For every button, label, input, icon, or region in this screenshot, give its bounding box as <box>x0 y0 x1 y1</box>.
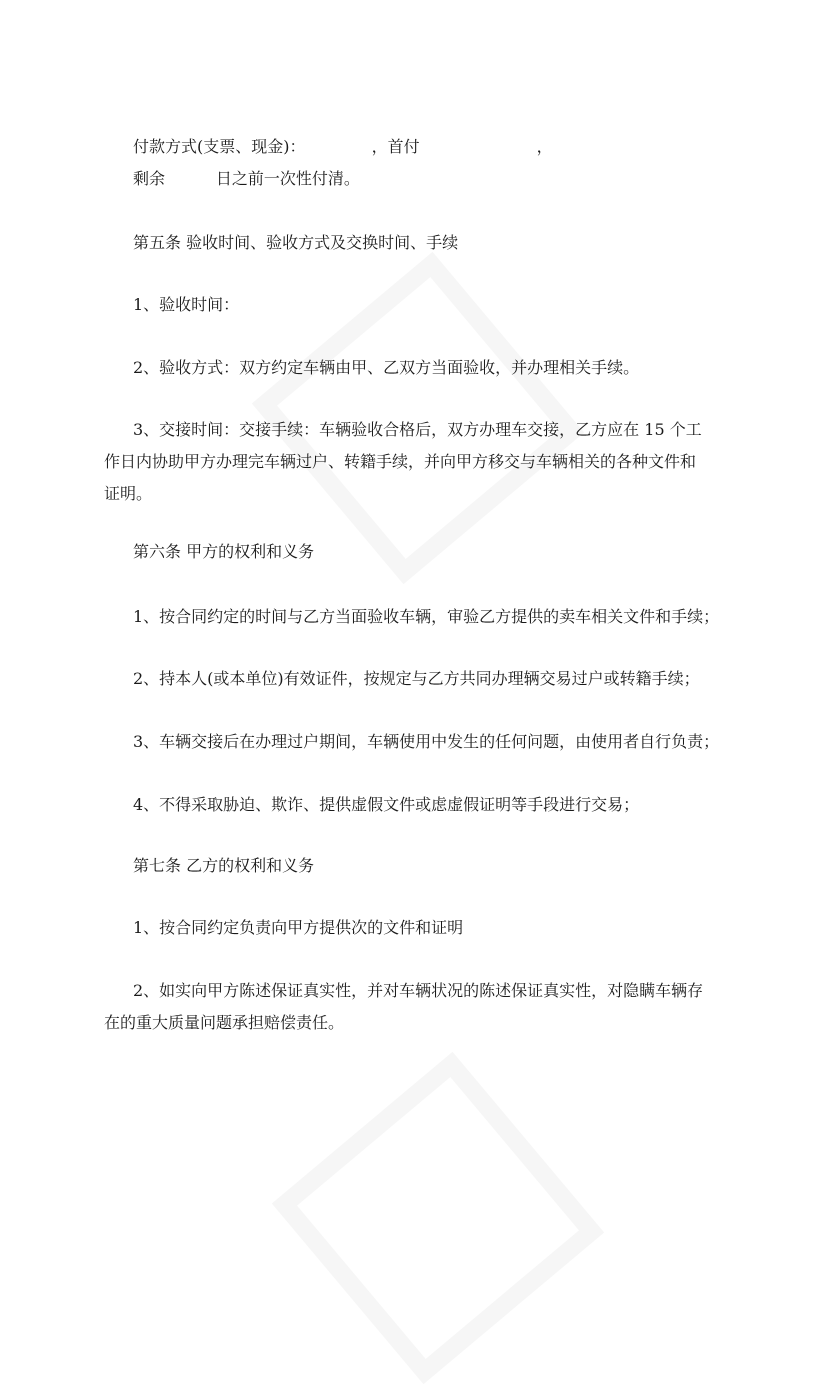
article-7-heading <box>104 850 744 882</box>
text-line: 2、如实向甲方陈述保证真实性，并对车辆状况的陈述保证真实性，对隐瞒车辆存 <box>133 981 704 1000</box>
text-line: 1、按合同约定的时间与乙方当面验收车辆，审验乙方提供的卖车相关文件和手续； <box>133 607 720 626</box>
article-5-item-1 <box>104 289 744 321</box>
text-line: 剩余 日之前一次性付清。 <box>133 169 360 188</box>
text-line: 4、不得采取胁迫、欺诈、提供虚假文件或虑虚假证明等手段进行交易； <box>133 795 640 814</box>
text-line: 作日内协助甲方办理完车辆过户、转籍手续，并向甲方移交与车辆相关的各种文件和 <box>104 452 697 471</box>
article-6-item-1 <box>104 601 744 633</box>
article-6-heading <box>104 536 744 568</box>
text-line: 1、验收时间： <box>133 295 240 314</box>
text-line: 2、持本人(或本单位)有效证件，按规定与乙方共同办理辆交易过户或转籍手续； <box>133 669 700 688</box>
payment-method-paragraph <box>104 131 744 195</box>
text-line: 第五条 验收时间、验收方式及交换时间、手续 <box>133 233 459 252</box>
text-line: 第七条 乙方的权利和义务 <box>133 856 315 875</box>
text-line: 3、交接时间：交接手续：车辆验收合格后，双方办理车交接，乙方应在 15 个工 <box>133 420 702 439</box>
text-line: 在的重大质量问题承担赔偿责任。 <box>104 1013 345 1032</box>
article-6-item-4 <box>104 789 744 821</box>
article-7-item-1 <box>104 912 744 944</box>
article-5-item-3 <box>104 414 744 510</box>
text-line: 第六条 甲方的权利和义务 <box>133 542 315 561</box>
text-line: 证明。 <box>104 484 153 503</box>
article-5-item-2 <box>104 352 744 384</box>
article-6-item-2 <box>104 663 744 695</box>
article-5-heading <box>104 227 744 259</box>
text-line: 付款方式(支票、现金)： ，首付 ， <box>133 137 553 156</box>
text-line: 1、按合同约定负责向甲方提供次的文件和证明 <box>133 918 464 937</box>
article-6-item-3 <box>104 726 744 758</box>
text-line: 3、车辆交接后在办理过户期间，车辆使用中发生的任何问题，由使用者自行负责； <box>133 732 720 751</box>
text-line: 2、验收方式：双方约定车辆由甲、乙双方当面验收，并办理相关手续。 <box>133 358 640 377</box>
article-7-item-2 <box>104 975 744 1039</box>
watermark-logo <box>272 1052 604 1384</box>
